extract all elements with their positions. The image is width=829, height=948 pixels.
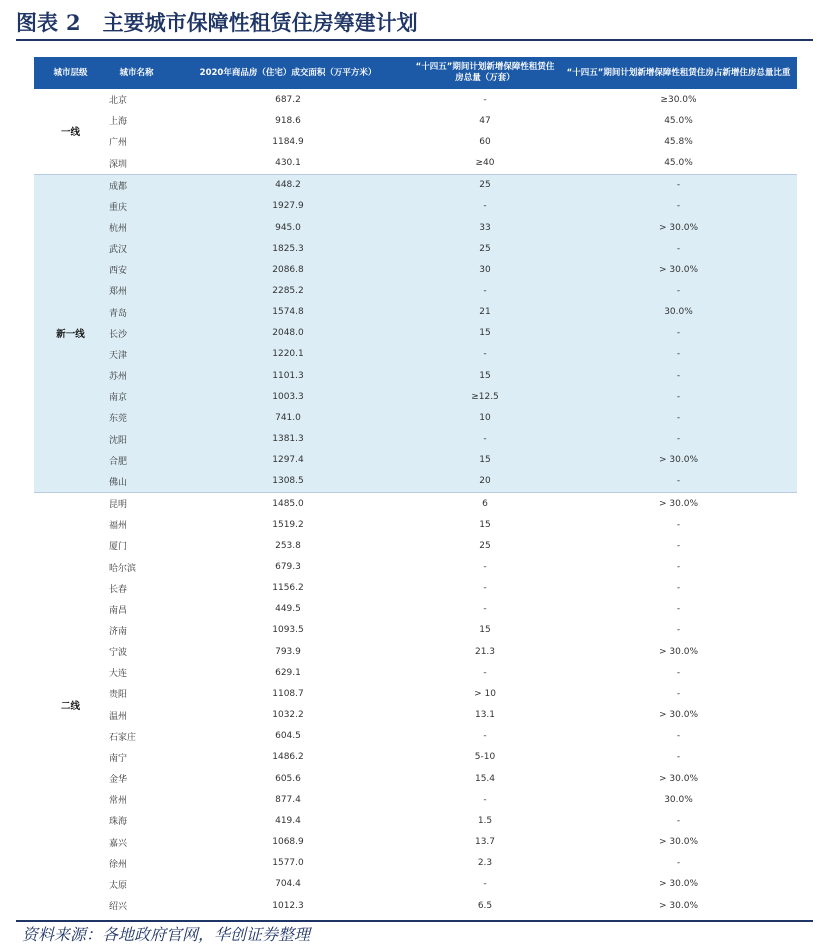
transaction-area-cell: 793.9 xyxy=(275,646,301,657)
share-ratio-cell: - xyxy=(676,688,681,699)
city-name-cell: 北京 xyxy=(109,96,128,107)
header-row xyxy=(34,57,797,89)
share-ratio-cell: - xyxy=(676,562,681,573)
transaction-area-cell: 1003.3 xyxy=(166,386,410,407)
planned-units-cell: 25 xyxy=(410,174,560,196)
planned-units-cell: 5-10 xyxy=(474,752,496,763)
table-row xyxy=(34,535,797,556)
planned-units-cell: 21.3 xyxy=(474,646,496,657)
city-name-cell: 徐州 xyxy=(109,859,128,870)
transaction-area-cell: 877.4 xyxy=(275,794,301,805)
planned-units-cell: 15 xyxy=(410,323,560,344)
table-row xyxy=(34,620,797,641)
share-ratio-cell: > 30.0% xyxy=(659,710,698,721)
table-header xyxy=(34,57,797,89)
city-name-cell: 厦门 xyxy=(109,542,128,553)
table-row xyxy=(34,810,797,831)
planned-units-cell: ≥12.5 xyxy=(410,386,560,407)
source-note: 资料来源：各地政府官网，华创证券整理 xyxy=(22,925,311,944)
share-ratio-cell: - xyxy=(560,323,797,344)
planned-units-cell: 47 xyxy=(479,115,491,126)
planned-units-cell: 25 xyxy=(410,238,560,259)
share-ratio-cell: - xyxy=(560,280,797,301)
transaction-area-cell: 1032.2 xyxy=(272,710,304,721)
housing-plan-table xyxy=(34,57,797,916)
planned-units-cell: 30 xyxy=(410,259,560,280)
planned-units-cell: 21 xyxy=(410,302,560,323)
city-name-cell: 嘉兴 xyxy=(109,838,128,849)
transaction-area-cell: 1220.1 xyxy=(166,344,410,365)
city-name-cell: 武汉 xyxy=(107,238,166,259)
planned-units-cell: - xyxy=(483,94,487,105)
city-name-cell: 哈尔滨 xyxy=(109,563,137,574)
share-ratio-cell: - xyxy=(676,540,681,551)
planned-units-cell: - xyxy=(410,196,560,217)
planned-units-cell: 25 xyxy=(479,540,491,551)
share-ratio-cell: - xyxy=(676,519,681,530)
table-row xyxy=(34,152,797,174)
share-ratio-cell: - xyxy=(560,407,797,428)
table-row xyxy=(34,726,797,747)
share-ratio-cell: > 30.0% xyxy=(659,773,698,784)
table-row xyxy=(34,323,797,344)
table-row xyxy=(34,217,797,238)
transaction-area-cell: 430.1 xyxy=(275,158,301,169)
city-name-cell: 西安 xyxy=(107,259,166,280)
planned-units-cell: - xyxy=(410,280,560,301)
planned-units-cell: - xyxy=(483,583,487,594)
transaction-area-cell: 1825.3 xyxy=(166,238,410,259)
table-row xyxy=(34,131,797,152)
planned-units-cell: 13.1 xyxy=(474,710,496,721)
planned-units-cell: 20 xyxy=(410,471,560,493)
planned-units-cell: 6.5 xyxy=(477,900,493,911)
transaction-area-cell: 1485.0 xyxy=(166,492,410,514)
table-row xyxy=(34,429,797,450)
table-row xyxy=(34,578,797,599)
transaction-area-cell: 1486.2 xyxy=(272,752,304,763)
city-name-cell: 绍兴 xyxy=(109,902,128,913)
table-row xyxy=(34,514,797,535)
city-name-cell: 南京 xyxy=(107,386,166,407)
table-row xyxy=(34,874,797,895)
planned-units-cell: 2.3 xyxy=(477,858,493,869)
city-name-cell: 青岛 xyxy=(107,302,166,323)
figure-label: 图表 xyxy=(16,10,58,35)
city-name-cell: 长春 xyxy=(109,584,128,595)
planned-units-cell: 33 xyxy=(410,217,560,238)
table-row xyxy=(34,768,797,789)
city-name-cell: 济南 xyxy=(109,626,128,637)
table-row xyxy=(34,407,797,428)
city-level-cell: 一线 xyxy=(60,127,80,139)
city-name-cell: 昆明 xyxy=(107,492,166,514)
planned-units-cell: 10 xyxy=(410,407,560,428)
city-name-cell: 广州 xyxy=(109,138,128,149)
figure-title-text: 主要城市保障性租赁住房筹建计划 xyxy=(102,10,418,35)
table-row xyxy=(34,895,797,916)
planned-units-cell: - xyxy=(410,429,560,450)
city-name-cell: 苏州 xyxy=(107,365,166,386)
city-name-cell: 温州 xyxy=(109,711,128,722)
city-name-cell: 太原 xyxy=(109,880,128,891)
city-level-cell: 新一线 xyxy=(34,174,107,492)
share-ratio-cell: 45.8% xyxy=(664,136,693,147)
table-row xyxy=(34,662,797,683)
transaction-area-cell: 2048.0 xyxy=(166,323,410,344)
share-ratio-cell: > 30.0% xyxy=(560,492,797,514)
city-name-cell: 成都 xyxy=(107,174,166,196)
bottom-divider xyxy=(16,920,813,922)
city-name-cell: 金华 xyxy=(109,775,128,786)
transaction-area-cell: 945.0 xyxy=(166,217,410,238)
header-planned-units: “十四五”期间计划新增保障性租赁住房总量（万套） xyxy=(410,57,560,89)
table-row xyxy=(34,641,797,662)
share-ratio-cell: - xyxy=(560,471,797,493)
table-row xyxy=(34,302,797,323)
transaction-area-cell: 1308.5 xyxy=(166,471,410,493)
planned-units-cell: 15 xyxy=(410,365,560,386)
transaction-area-cell: 1519.2 xyxy=(272,519,304,530)
figure-title xyxy=(16,8,418,38)
transaction-area-cell: 604.5 xyxy=(275,731,301,742)
share-ratio-cell: 45.0% xyxy=(664,115,693,126)
transaction-area-cell: 918.6 xyxy=(275,115,301,126)
planned-units-cell: 1.5 xyxy=(477,815,493,826)
city-name-cell: 南宁 xyxy=(109,753,128,764)
table-row xyxy=(34,853,797,874)
city-name-cell: 大连 xyxy=(109,669,128,680)
transaction-area-cell: 1068.9 xyxy=(272,837,304,848)
table-row xyxy=(34,196,797,217)
transaction-area-cell: 419.4 xyxy=(275,815,301,826)
city-name-cell: 佛山 xyxy=(107,471,166,493)
share-ratio-cell: - xyxy=(560,429,797,450)
transaction-area-cell: 1927.9 xyxy=(166,196,410,217)
city-name-cell: 深圳 xyxy=(109,159,128,170)
share-ratio-cell: 30.0% xyxy=(560,302,797,323)
planned-units-cell: - xyxy=(483,794,487,805)
table-row xyxy=(34,365,797,386)
share-ratio-cell: > 30.0% xyxy=(659,879,698,890)
transaction-area-cell: 1297.4 xyxy=(166,450,410,471)
share-ratio-cell: 30.0% xyxy=(664,794,693,805)
table-row xyxy=(34,471,797,493)
share-ratio-cell: - xyxy=(676,604,681,615)
table-row xyxy=(34,747,797,768)
table-row xyxy=(34,259,797,280)
city-name-cell: 长沙 xyxy=(107,323,166,344)
table-row xyxy=(34,386,797,407)
city-name-cell: 东莞 xyxy=(107,407,166,428)
share-ratio-cell: - xyxy=(560,174,797,196)
transaction-area-cell: 741.0 xyxy=(166,407,410,428)
share-ratio-cell: - xyxy=(676,731,681,742)
table-row xyxy=(34,831,797,852)
planned-units-cell: 15.4 xyxy=(474,773,496,784)
table-row xyxy=(34,174,797,196)
share-ratio-cell: > 30.0% xyxy=(560,450,797,471)
transaction-area-cell: 449.5 xyxy=(275,604,301,615)
planned-units-cell: > 10 xyxy=(474,688,496,699)
share-ratio-cell: > 30.0% xyxy=(560,259,797,280)
table-row xyxy=(34,705,797,726)
share-ratio-cell: ≥30.0% xyxy=(660,94,697,105)
share-ratio-cell: > 30.0% xyxy=(659,646,698,657)
planned-units-cell: - xyxy=(483,562,487,573)
share-ratio-cell: - xyxy=(676,858,681,869)
table-row xyxy=(34,789,797,810)
planned-units-cell: - xyxy=(483,879,487,890)
transaction-area-cell: 448.2 xyxy=(166,174,410,196)
planned-units-cell: 60 xyxy=(479,136,491,147)
table-row xyxy=(34,344,797,365)
header-city-level: 城市层级 xyxy=(34,57,107,89)
share-ratio-cell: 45.0% xyxy=(664,158,693,169)
city-name-cell: 重庆 xyxy=(107,196,166,217)
planned-units-cell: - xyxy=(483,667,487,678)
title-divider xyxy=(16,39,813,41)
planned-units-cell: 15 xyxy=(479,519,491,530)
city-name-cell: 郑州 xyxy=(107,280,166,301)
table-body xyxy=(34,89,797,916)
planned-units-cell: 15 xyxy=(479,625,491,636)
transaction-area-cell: 1184.9 xyxy=(272,136,304,147)
table-row xyxy=(34,89,797,110)
city-name-cell: 贵阳 xyxy=(109,690,128,701)
city-name-cell: 杭州 xyxy=(107,217,166,238)
city-level-cell: 二线 xyxy=(34,492,107,916)
share-ratio-cell: - xyxy=(676,625,681,636)
transaction-area-cell: 687.2 xyxy=(275,94,301,105)
transaction-area-cell: 1012.3 xyxy=(272,900,304,911)
transaction-area-cell: 629.1 xyxy=(275,667,301,678)
city-name-cell: 福州 xyxy=(109,521,128,532)
city-name-cell: 合肥 xyxy=(107,450,166,471)
share-ratio-cell: - xyxy=(676,667,681,678)
header-transaction-area: 2020年商品房（住宅）成交面积（万平方米） xyxy=(166,57,410,89)
share-ratio-cell: > 30.0% xyxy=(560,217,797,238)
planned-units-cell: - xyxy=(410,344,560,365)
planned-units-cell: 13.7 xyxy=(474,837,496,848)
share-ratio-cell: - xyxy=(676,583,681,594)
city-name-cell: 珠海 xyxy=(109,817,128,828)
header-city-name: 城市名称 xyxy=(107,57,166,89)
planned-units-cell: 15 xyxy=(410,450,560,471)
planned-units-cell: 6 xyxy=(410,492,560,514)
table-row xyxy=(34,492,797,514)
table-row xyxy=(34,110,797,131)
transaction-area-cell: 1108.7 xyxy=(272,688,304,699)
transaction-area-cell: 704.4 xyxy=(275,879,301,890)
table-row xyxy=(34,599,797,620)
table-row xyxy=(34,450,797,471)
table-row xyxy=(34,683,797,704)
transaction-area-cell: 1093.5 xyxy=(272,625,304,636)
figure-number: 2 xyxy=(66,10,81,35)
transaction-area-cell: 1574.8 xyxy=(166,302,410,323)
share-ratio-cell: - xyxy=(560,386,797,407)
transaction-area-cell: 1577.0 xyxy=(272,858,304,869)
transaction-area-cell: 1101.3 xyxy=(166,365,410,386)
table-row xyxy=(34,280,797,301)
share-ratio-cell: - xyxy=(560,344,797,365)
transaction-area-cell: 2285.2 xyxy=(166,280,410,301)
share-ratio-cell: - xyxy=(676,752,681,763)
city-name-cell: 南昌 xyxy=(109,605,128,616)
city-name-cell: 天津 xyxy=(107,344,166,365)
table-row xyxy=(34,556,797,577)
share-ratio-cell: > 30.0% xyxy=(659,900,698,911)
city-name-cell: 沈阳 xyxy=(107,429,166,450)
city-name-cell: 常州 xyxy=(109,796,128,807)
city-name-cell: 石家庄 xyxy=(109,732,137,743)
planned-units-cell: ≥40 xyxy=(475,158,495,169)
share-ratio-cell: - xyxy=(560,238,797,259)
share-ratio-cell: - xyxy=(560,196,797,217)
transaction-area-cell: 1156.2 xyxy=(272,583,304,594)
share-ratio-cell: - xyxy=(676,815,681,826)
transaction-area-cell: 605.6 xyxy=(275,773,301,784)
planned-units-cell: - xyxy=(483,731,487,742)
table-row xyxy=(34,238,797,259)
share-ratio-cell: - xyxy=(560,365,797,386)
transaction-area-cell: 2086.8 xyxy=(166,259,410,280)
transaction-area-cell: 1381.3 xyxy=(166,429,410,450)
city-name-cell: 上海 xyxy=(109,117,128,128)
planned-units-cell: - xyxy=(483,604,487,615)
share-ratio-cell: > 30.0% xyxy=(659,837,698,848)
header-share-ratio: “十四五”期间计划新增保障性租赁住房占新增住房总量比重 xyxy=(560,57,797,89)
transaction-area-cell: 253.8 xyxy=(275,540,301,551)
city-name-cell: 宁波 xyxy=(109,648,128,659)
transaction-area-cell: 679.3 xyxy=(275,562,301,573)
